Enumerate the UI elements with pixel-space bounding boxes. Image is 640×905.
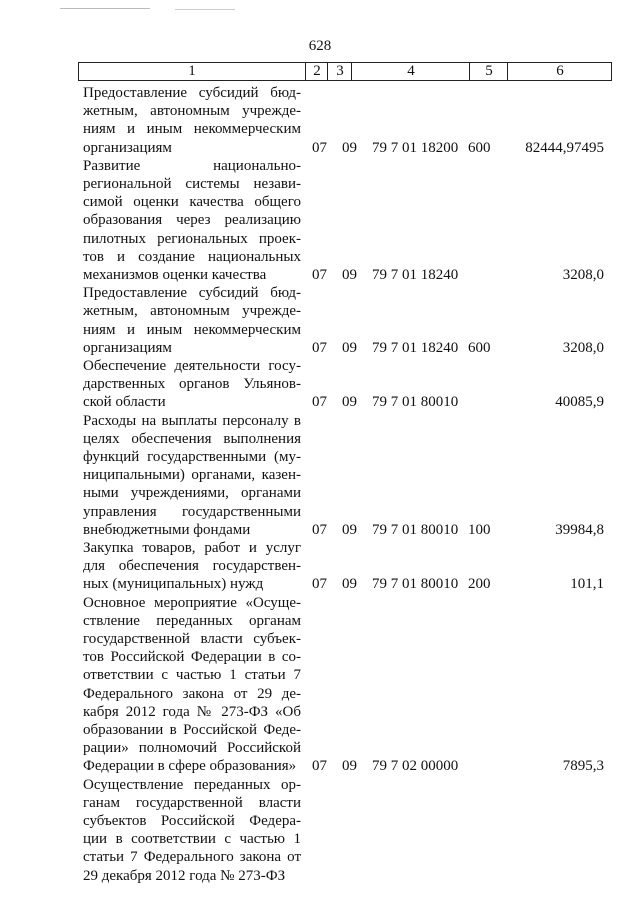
header-col-2: 2 xyxy=(305,63,328,80)
cell-c5: 600 xyxy=(468,139,491,156)
cell-c2: 07 xyxy=(312,758,327,775)
cell-c3: 09 xyxy=(342,139,357,156)
cell-c6: 39984,8 xyxy=(555,521,604,538)
row-description xyxy=(83,284,301,357)
description-line: Закупка товаров, работ и услуг xyxy=(83,540,301,556)
cell-c5: 200 xyxy=(468,576,491,593)
description-line: Предоставление субсидий бюд- xyxy=(83,285,301,302)
scan-artifact xyxy=(175,9,235,10)
cell-c2: 07 xyxy=(312,266,327,283)
description-line: ганам государственной власти xyxy=(83,794,301,811)
row-description xyxy=(83,412,301,539)
cell-c5: 100 xyxy=(468,521,491,538)
description-line: государственной власти субъек- xyxy=(83,631,301,647)
cell-c3: 09 xyxy=(342,339,357,356)
description-line: образования через реализацию xyxy=(83,212,301,229)
cell-c6: 3208,0 xyxy=(562,339,604,356)
cell-c4: 79 7 01 18200 xyxy=(372,139,459,156)
description-line: ответствии с частью 1 статьи 7 xyxy=(83,667,301,684)
description-line: симой оценки качества общего xyxy=(83,194,301,211)
scan-artifact xyxy=(60,8,150,9)
cell-c4: 79 7 01 80010 xyxy=(372,521,459,538)
header-col-6: 6 xyxy=(507,63,612,80)
description-line: Федерального закона от 29 де- xyxy=(83,685,301,702)
description-line: региональной системы незави- xyxy=(83,176,301,192)
description-line: ниципальными) органами, казен- xyxy=(83,467,301,484)
description-line: пилотных региональных проек- xyxy=(83,230,301,247)
description-line: 29 декабря 2012 года № 273-ФЗ xyxy=(83,867,286,884)
description-line: жетным, автономным учрежде- xyxy=(83,303,301,320)
description-line: механизмов оценки качества xyxy=(83,267,267,284)
description-line: Расходы на выплаты персоналу в xyxy=(83,412,301,429)
header-col-5: 5 xyxy=(469,63,508,80)
description-line: тов и создание национальных xyxy=(83,248,301,265)
cell-c2: 07 xyxy=(312,521,327,538)
description-line: ных (муниципальных) нужд xyxy=(83,576,264,593)
description-line: статьи 7 Федерального закона от xyxy=(83,849,301,866)
cell-c2: 07 xyxy=(312,576,327,593)
description-line: ской области xyxy=(83,394,166,411)
description-line: ствление переданных органам xyxy=(83,612,301,629)
description-line: Осуществление переданных ор- xyxy=(83,776,301,793)
description-line: Основное мероприятие «Осуще- xyxy=(83,594,301,611)
cell-c6: 82444,97495 xyxy=(525,139,604,156)
cell-c5: 600 xyxy=(468,339,491,356)
table-header-row xyxy=(78,62,612,81)
cell-c6: 3208,0 xyxy=(562,266,604,283)
cell-c4: 79 7 01 80010 xyxy=(372,576,459,593)
description-line: субъектов Российской Федера- xyxy=(83,813,301,829)
description-line: Предоставление субсидий бюд- xyxy=(83,85,301,101)
description-line: жетным, автономным учрежде- xyxy=(83,103,301,120)
header-col-1: 1 xyxy=(188,63,196,79)
description-line: Федерации в сфере образования» xyxy=(83,758,297,775)
page-number: 628 xyxy=(308,38,332,54)
description-line: образовании в Российской Феде- xyxy=(83,722,301,739)
row-description xyxy=(83,157,301,284)
description-line: функций государственными (му- xyxy=(83,449,301,465)
description-line: организациям xyxy=(83,139,172,156)
cell-c6: 7895,3 xyxy=(562,758,604,775)
cell-c3: 09 xyxy=(342,521,357,538)
cell-c3: 09 xyxy=(342,266,357,283)
cell-c2: 07 xyxy=(312,139,327,156)
cell-c6: 40085,9 xyxy=(555,394,604,411)
description-line: ции в соответствии с частью 1 xyxy=(83,831,301,848)
description-line: рации» полномочий Российской xyxy=(83,740,301,757)
row-description xyxy=(83,84,301,157)
description-line: кабря 2012 года № 273-ФЗ «Об xyxy=(83,703,301,720)
header-col-4: 4 xyxy=(351,63,470,80)
cell-c2: 07 xyxy=(312,394,327,411)
description-line: Развитие национально- xyxy=(83,157,301,174)
description-line: внебюджетными фондами xyxy=(83,521,251,538)
cell-c4: 79 7 01 18240 xyxy=(372,266,459,283)
description-line: для обеспечения государствен- xyxy=(83,558,301,575)
description-line: тов Российской Федерации в со- xyxy=(83,649,301,666)
row-description xyxy=(83,594,301,776)
cell-c6: 101,1 xyxy=(570,576,604,593)
cell-c4: 79 7 02 00000 xyxy=(372,758,459,775)
description-line: организациям xyxy=(83,339,172,356)
description-line: управления государственными xyxy=(83,503,301,520)
description-line: целях обеспечения выполнения xyxy=(83,430,301,447)
description-line: ниям и иным некоммерческим xyxy=(83,321,301,338)
description-line: дарственных органов Ульянов- xyxy=(83,376,301,393)
description-line: Обеспечение деятельности госу- xyxy=(83,358,301,374)
cell-c4: 79 7 01 80010 xyxy=(372,394,459,411)
cell-c3: 09 xyxy=(342,758,357,775)
row-description xyxy=(83,776,301,885)
cell-c2: 07 xyxy=(312,339,327,356)
header-col-3: 3 xyxy=(327,63,352,80)
cell-c4: 79 7 01 18240 xyxy=(372,339,459,356)
description-line: ниям и иным некоммерческим xyxy=(83,121,301,138)
row-description xyxy=(83,539,301,594)
cell-c3: 09 xyxy=(342,576,357,593)
row-description xyxy=(83,357,301,412)
description-line: ными учреждениями, органами xyxy=(83,485,301,502)
cell-c3: 09 xyxy=(342,394,357,411)
